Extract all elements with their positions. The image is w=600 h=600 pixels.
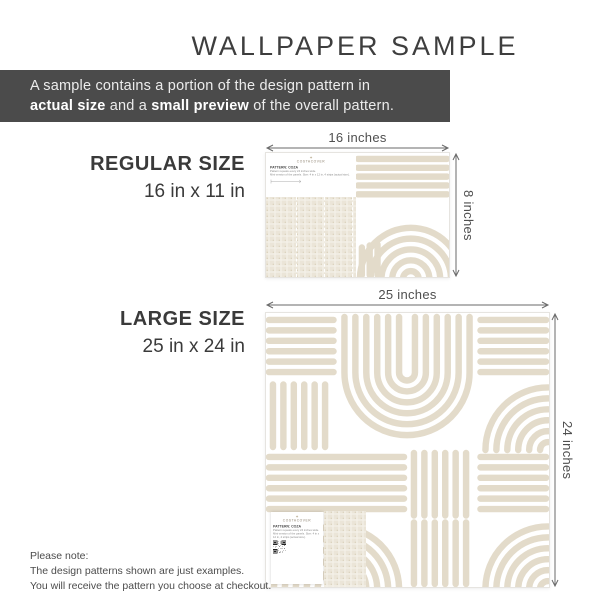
description-banner xyxy=(0,70,450,122)
regular-width-label: 16 inches xyxy=(328,130,387,145)
banner-post: of the overall pattern. xyxy=(249,98,395,114)
large-height-arrow xyxy=(551,312,559,588)
label-line-1: Pattern repeats every 24 inches wide. xyxy=(273,529,320,532)
note-line1: Please note: xyxy=(30,550,89,562)
large-small-preview xyxy=(324,511,366,587)
banner-text xyxy=(30,76,450,116)
panel-divider-dashed xyxy=(352,197,353,277)
brand-logo-icon: ✦ xyxy=(295,514,299,519)
brand-name: COSTACOVER xyxy=(296,160,326,164)
large-size-name: LARGE SIZE xyxy=(119,308,245,330)
regular-size-heading xyxy=(20,153,245,203)
qr-code xyxy=(273,541,286,554)
page-title: WALLPAPER SAMPLE xyxy=(191,31,519,61)
large-width-arrow xyxy=(265,301,550,309)
regular-size-name: REGULAR SIZE xyxy=(90,153,245,175)
brand-name: COSTACOVER xyxy=(282,519,312,523)
note-line3: You will receive the pattern you choose at checkout. xyxy=(30,580,272,592)
bottom-note xyxy=(30,549,271,594)
large-width-label: 25 inches xyxy=(378,287,437,302)
large-height-label: 24 inches xyxy=(560,420,575,480)
label-line-1: Pattern repeats every 24 inches wide. xyxy=(270,170,317,173)
regular-small-preview xyxy=(266,197,356,277)
pattern-name: PATTERN: COZA xyxy=(273,525,302,529)
regular-width-arrow xyxy=(265,144,450,152)
regular-actual-size-pattern xyxy=(356,153,449,277)
regular-height-arrow xyxy=(452,152,460,278)
panel-divider-dashed xyxy=(324,197,325,277)
regular-size-dims: 16 in x 11 in xyxy=(143,181,245,202)
label-line-2: Mini version of the panels. Size: 4 in x 12 in, 4 strips (actual size). xyxy=(270,173,350,177)
banner-mid: and a xyxy=(105,98,152,114)
panel-divider-dashed xyxy=(296,197,297,277)
note-line2: The design patterns shown are just examples. xyxy=(30,565,245,577)
large-sample-card xyxy=(265,312,550,588)
label-line-2: Mini version of the panels. Size: 4 in x 12 in, 4 strips (actual size). xyxy=(273,532,320,539)
large-card-label xyxy=(271,512,323,584)
brand-logo-icon: ✦ xyxy=(309,155,313,160)
regular-sample-card xyxy=(265,152,450,278)
regular-card-label xyxy=(266,153,356,197)
repeat-width-ruler xyxy=(270,179,305,184)
banner-line1: A sample contains a portion of the design pattern in xyxy=(30,78,371,94)
regular-height-label: 8 inches xyxy=(461,189,476,241)
banner-bold-actual-size: actual size xyxy=(30,98,106,114)
large-size-heading xyxy=(20,308,245,358)
large-size-dims: 25 in x 24 in xyxy=(142,336,245,357)
banner-bold-small-preview: small preview xyxy=(151,98,250,114)
pattern-name: PATTERN: COZA xyxy=(270,166,299,170)
